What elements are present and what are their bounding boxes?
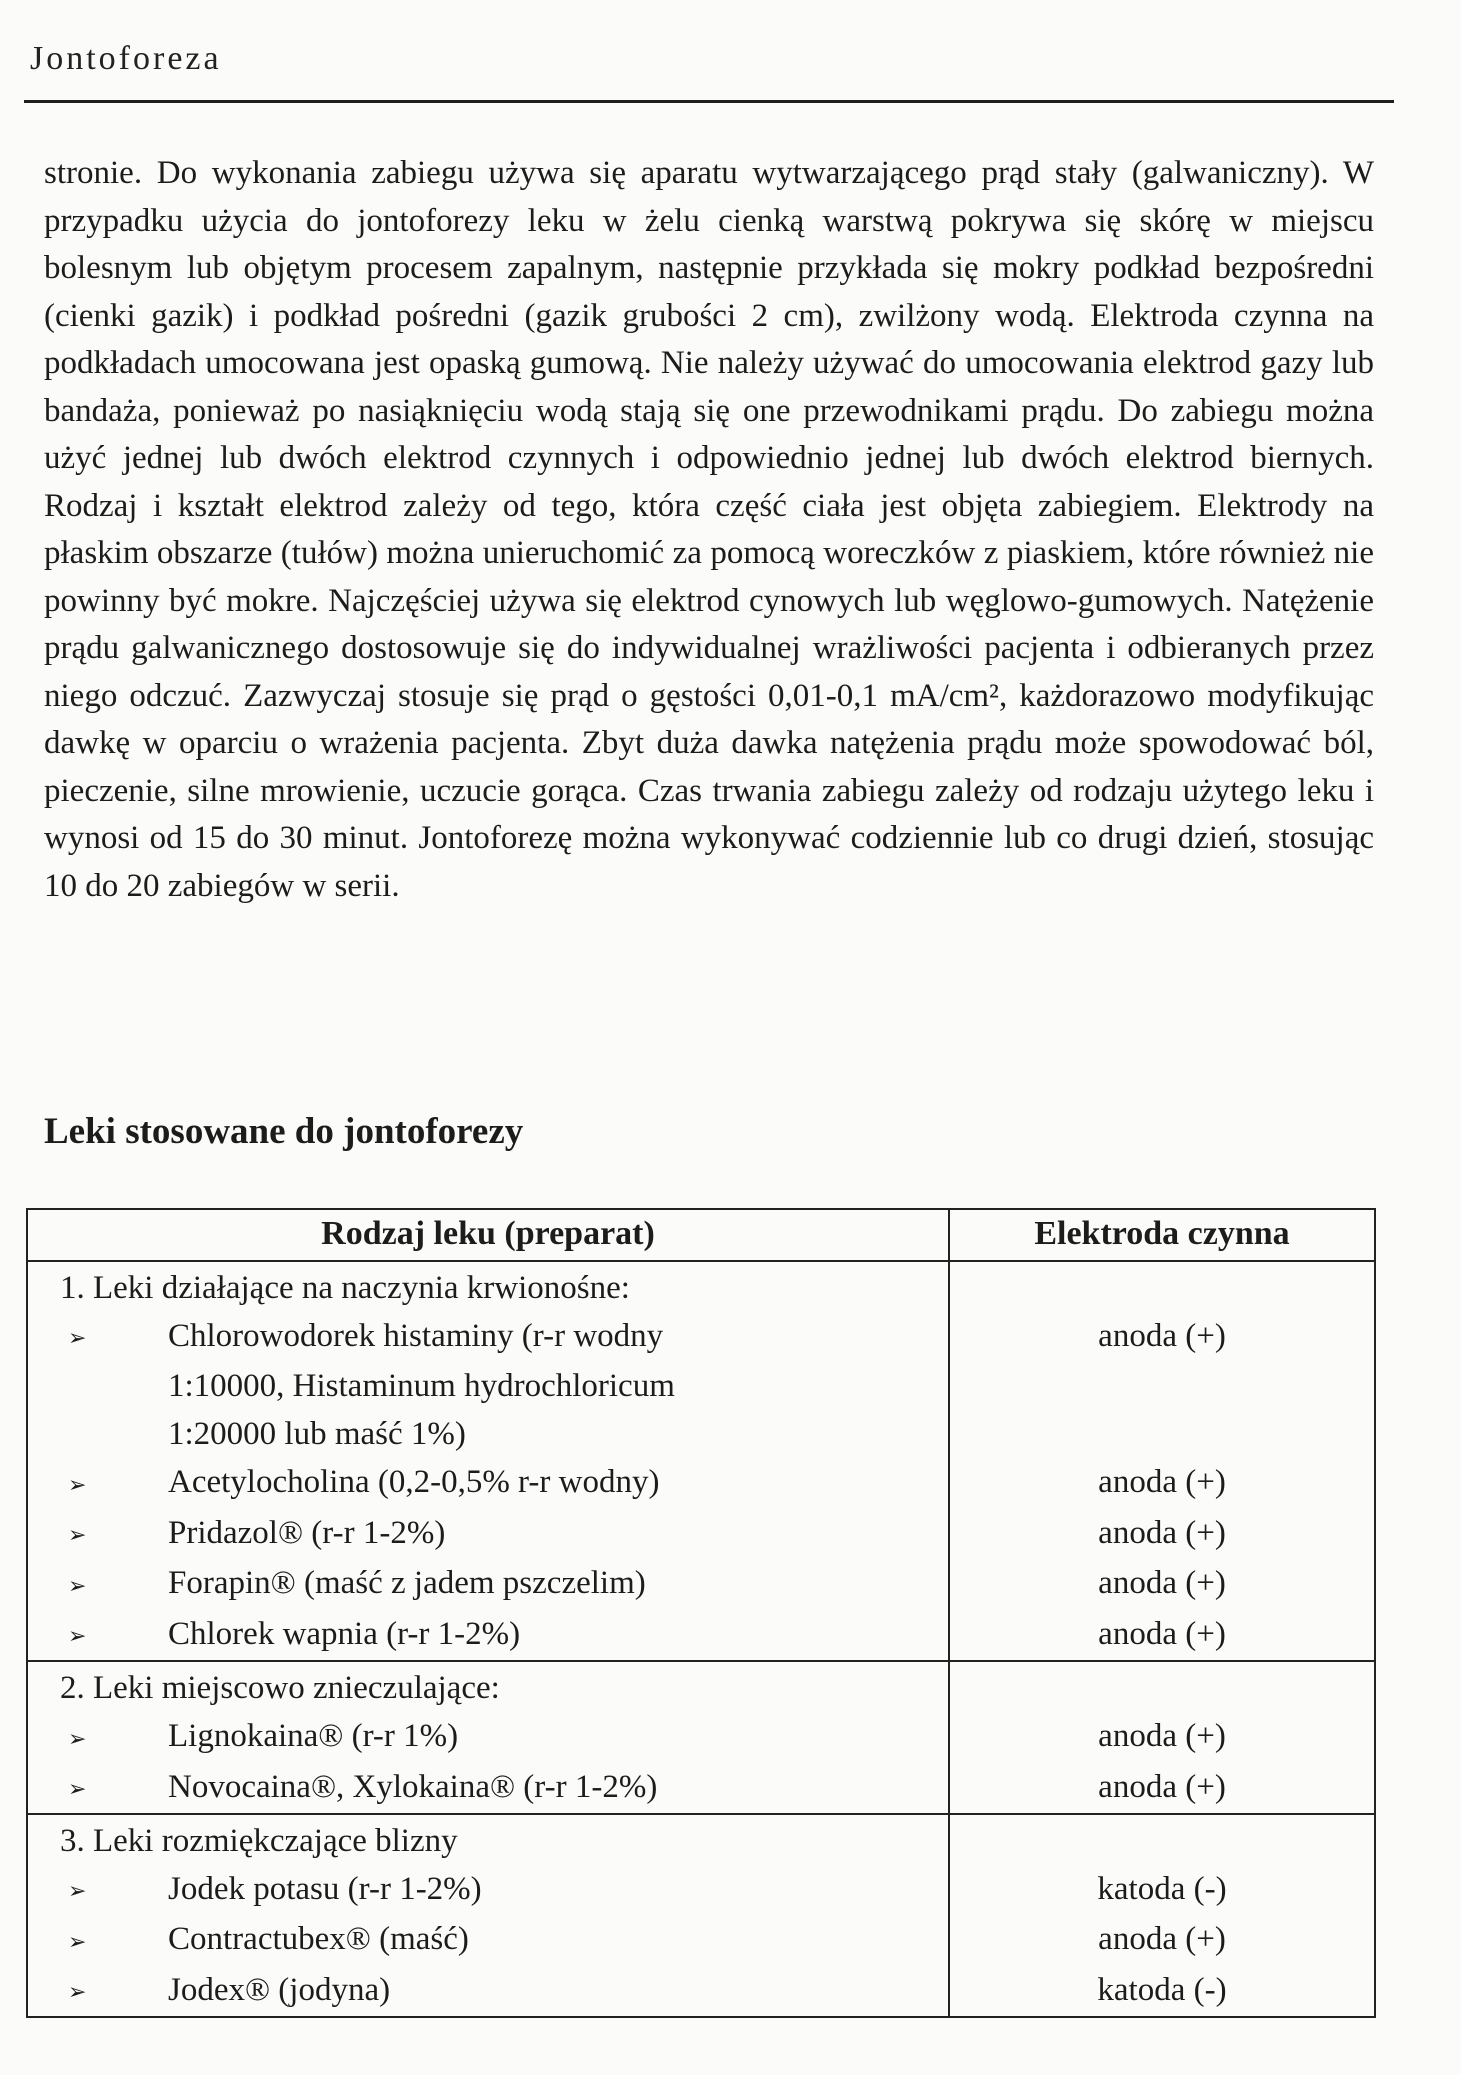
table-row bbox=[27, 1712, 1375, 1762]
bullet-icon: ➢ bbox=[68, 1572, 87, 1598]
electrode-value: anoda (+) bbox=[949, 1458, 1375, 1508]
electrode-value: anoda (+) bbox=[949, 1509, 1375, 1559]
drug-name: Pridazol® (r-r 1-2%) bbox=[168, 1514, 446, 1551]
drug-name: Jodek potasu (r-r 1-2%) bbox=[168, 1870, 482, 1907]
electrode-value: anoda (+) bbox=[949, 1763, 1375, 1814]
table-row bbox=[27, 1312, 1375, 1458]
section-title: Leki stosowane do jontoforezy bbox=[44, 1111, 524, 1152]
bullet-icon: ➢ bbox=[68, 1471, 87, 1497]
group-title: 2. Leki miejscowo znieczulające: bbox=[27, 1661, 949, 1712]
bullet-icon: ➢ bbox=[68, 1878, 87, 1904]
drug-name-continued: 1:20000 lub maść 1%) bbox=[168, 1416, 466, 1453]
body-paragraph: stronie. Do wykonania zabiegu używa się aparatu wytwarzającego prąd stały (galwaniczny). W przypadku użycia do jontoforezy leku w żelu cienką warstwą pokrywa się skórę w miejscu bolesnym lub objętym procesem zapalnym, następnie przykłada się mokry podkład bezpośredni (cienki gazik) i podkład pośredni (gazik grubości 2 cm), zwilżony wodą. Elektroda czynna na podkładach umocowana jest opaską gumową. Nie należy używać do umocowania elektrod gazy lub bandaża, ponieważ po nasiąknięciu wodą stają się one przewodnikami prądu. Do zabiegu można użyć jednej lub dwóch elektrod czynnych i odpowiednio jednej lub dwóch elektrod biernych. Rodzaj i kształt elektrod zależy od tego, która część ciała jest objęta zabiegiem. Elektrody na płaskim obszarze (tułów) można unieruchomić za pomocą woreczków z piaskiem, które również nie powinny być mokre. Najczęściej używa się elektrod cynowych lub węglowo-gumowych. Natężenie prądu galwanicznego dostosowuje się do indywidualnej wrażliwości pacjenta i odbieranych przez niego odczuć. Zazwyczaj stosuje się prąd o gęstości 0,01-0,1 mA/cm², każdorazowo modyfikując dawkę w oparciu o wrażenia pacjenta. Zbyt duża dawka natężenia prądu może spowodować ból, pieczenie, silne mrowienie, uczucie gorąca. Czas trwania zabiegu zależy od rodzaju użytego leku i wynosi od 15 do 30 minut. Jontoforezę można wykonywać codziennie lub co drugi dzień, stosując 10 do 20 zabiegów w serii. bbox=[44, 155, 1374, 904]
bullet-icon: ➢ bbox=[68, 1775, 87, 1801]
group-row bbox=[27, 1261, 1375, 1312]
drug-name: Contractubex® (maść) bbox=[168, 1921, 469, 1958]
electrode-value: katoda (-) bbox=[949, 1865, 1375, 1915]
drug-name: Chlorek wapnia (r-r 1-2%) bbox=[168, 1615, 521, 1652]
bullet-icon: ➢ bbox=[68, 1623, 87, 1649]
drug-table bbox=[26, 1208, 1376, 2018]
column-header-electrode: Elektroda czynna bbox=[949, 1209, 1375, 1261]
bullet-icon: ➢ bbox=[68, 1928, 87, 1954]
drug-name: Lignokaina® (r-r 1%) bbox=[168, 1718, 459, 1755]
table-row bbox=[27, 1865, 1375, 1915]
table-row bbox=[27, 1966, 1375, 2017]
table-row bbox=[27, 1763, 1375, 1814]
electrode-value: anoda (+) bbox=[949, 1559, 1375, 1609]
group-row bbox=[27, 1814, 1375, 1865]
bullet-icon: ➢ bbox=[68, 1725, 87, 1751]
electrode-value: anoda (+) bbox=[949, 1915, 1375, 1965]
running-header-title: Jontoforeza bbox=[30, 40, 222, 77]
bullet-icon: ➢ bbox=[68, 1522, 87, 1548]
table-header-row bbox=[27, 1209, 1375, 1261]
table-row bbox=[27, 1559, 1375, 1609]
bullet-icon: ➢ bbox=[68, 1979, 87, 2005]
group-title: 3. Leki rozmiękczające blizny bbox=[27, 1814, 949, 1865]
table-row bbox=[27, 1610, 1375, 1661]
drug-name: Novocaina®, Xylokaina® (r-r 1-2%) bbox=[168, 1768, 658, 1805]
table-row bbox=[27, 1509, 1375, 1559]
drug-name: Jodex® (jodyna) bbox=[168, 1971, 391, 2008]
bullet-icon: ➢ bbox=[68, 1325, 87, 1351]
column-header-drug: Rodzaj leku (preparat) bbox=[27, 1209, 949, 1261]
drug-name-continued: 1:10000, Histaminum hydrochloricum bbox=[168, 1368, 675, 1405]
electrode-value: katoda (-) bbox=[949, 1966, 1375, 2017]
electrode-value: anoda (+) bbox=[949, 1312, 1375, 1458]
header-rule bbox=[24, 100, 1394, 103]
drug-name: Acetylocholina (0,2-0,5% r-r wodny) bbox=[168, 1464, 660, 1501]
drug-name: Forapin® (maść z jadem pszczelim) bbox=[168, 1565, 646, 1602]
group-title: 1. Leki działające na naczynia krwionośne: bbox=[27, 1261, 949, 1312]
table-row bbox=[27, 1915, 1375, 1965]
group-row bbox=[27, 1661, 1375, 1712]
table-row bbox=[27, 1458, 1375, 1508]
electrode-value: anoda (+) bbox=[949, 1712, 1375, 1762]
electrode-value: anoda (+) bbox=[949, 1610, 1375, 1661]
drug-name: Chlorowodorek histaminy (r-r wodny bbox=[168, 1318, 664, 1354]
